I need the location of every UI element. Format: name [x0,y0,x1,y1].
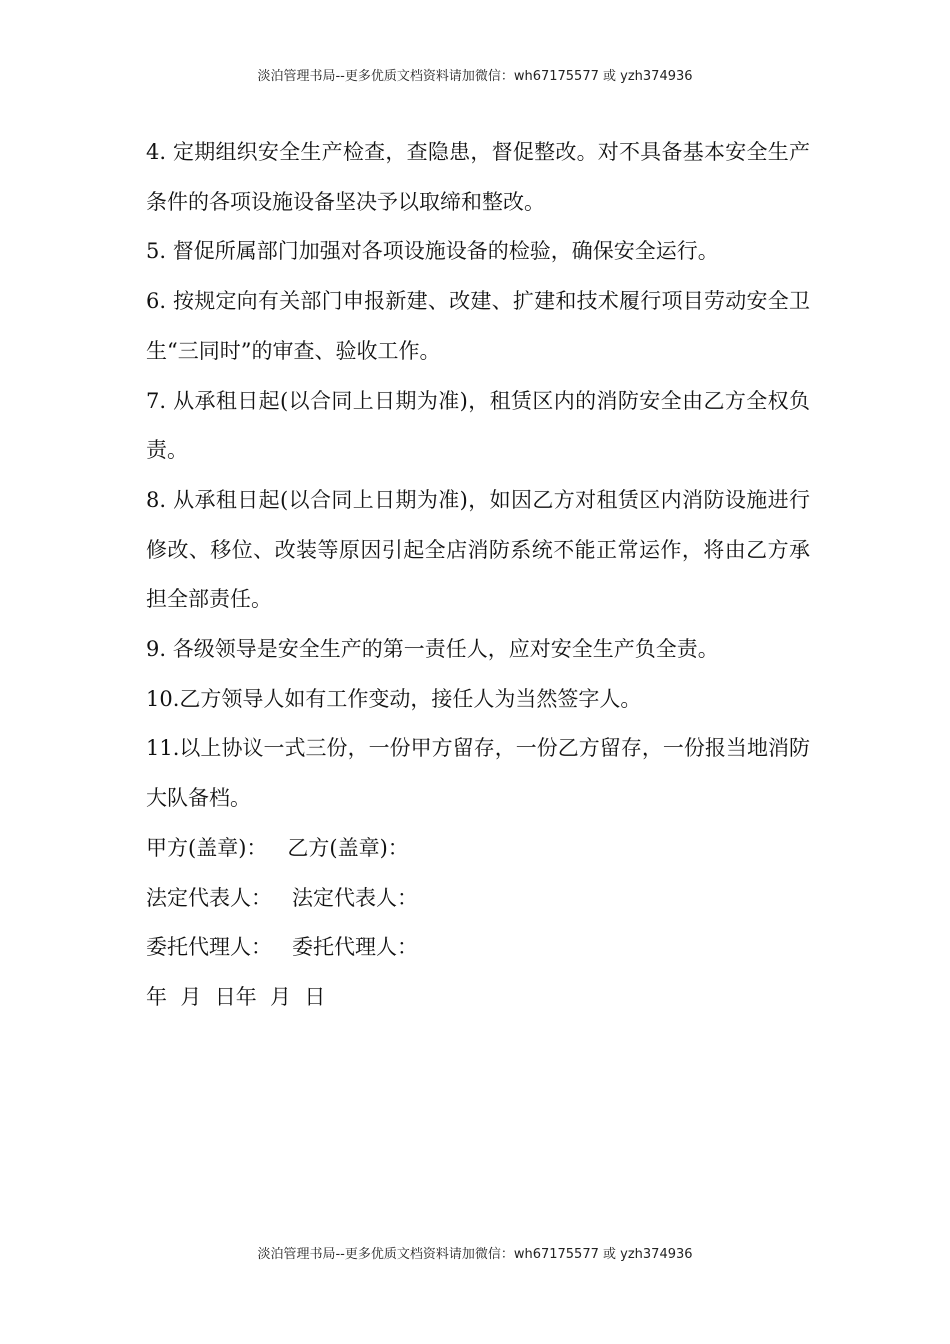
clause-4: 4. 定期组织安全生产检查，查隐患，督促整改。对不具备基本安全生产条件的各项设施设备坚决予以取缔和整改。 [146,140,810,214]
clause-10: 10.乙方领导人如有工作变动，接任人为当然签字人。 [146,686,642,711]
clause-11: 11.以上协议一式三份，一份甲方留存，一份乙方留存，一份报当地消防大队备档。 [146,736,810,811]
page-header: 淡泊管理书局--更多优质文档资料请加微信：wh67175577 或 yzh374936 [257,69,693,84]
clause-8: 8. 从承租日起(以合同上日期为准)，如因乙方对租赁区内消防设施进行修改、移位、改装等原因引起全店消防系统不能正常运作，将由乙方承担全部责任。 [146,487,810,612]
clause-5: 5. 督促所属部门加强对各项设施设备的检验，确保安全运行。 [146,239,719,264]
date-line: 年 月 日年 月 日 [146,984,326,1009]
clause-6: 6. 按规定向有关部门申报新建、改建、扩建和技术履行项目劳动安全卫生“三同时”的审查、验收工作。 [146,289,810,363]
document-body [146,128,810,1023]
clause-9: 9. 各级领导是安全生产的第一责任人，应对安全生产负全责。 [146,637,719,662]
clause-7: 7. 从承租日起(以合同上日期为准)，租赁区内的消防安全由乙方全权负责。 [146,388,810,463]
page-footer: 淡泊管理书局--更多优质文档资料请加微信：wh67175577 或 yzh374936 [257,1247,693,1262]
representative-line: 法定代表人： 法定代表人： [146,885,419,910]
agent-line: 委托代理人： 委托代理人： [146,935,419,960]
seal-line: 甲方(盖章)： 乙方(盖章)： [146,835,409,860]
